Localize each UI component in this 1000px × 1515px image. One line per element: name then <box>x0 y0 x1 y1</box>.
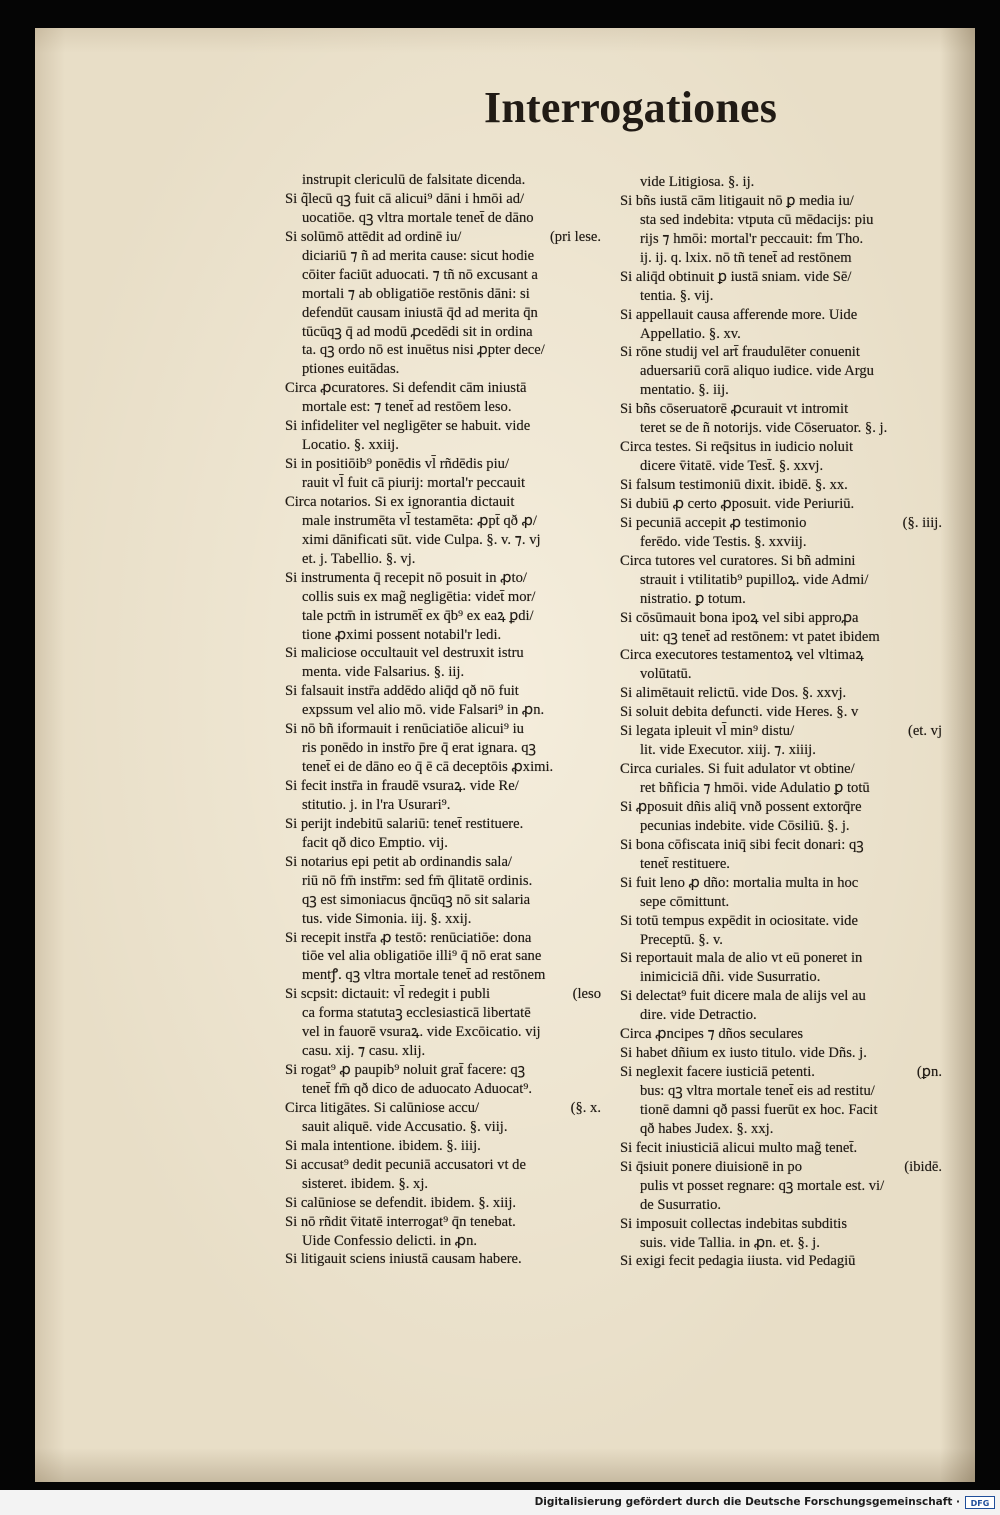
entry-continuation-line <box>620 249 948 268</box>
line-text: ij. ij. q. lxix. nō tñ tenet̄ ad restōnem <box>640 249 852 266</box>
line-text: tenet̄ ei de dāno eo q̄ ē cā deceptōis ꝓximi. <box>302 759 554 776</box>
entry-first-line <box>285 1137 607 1156</box>
entry-continuation-line <box>285 891 607 910</box>
entry-first-line <box>620 268 948 287</box>
entry-continuation-line <box>620 173 948 192</box>
entry-first-line <box>285 190 607 209</box>
entry-continuation-line <box>620 817 948 836</box>
line-text: aduersariū corā aliquo iudice. vide Argu <box>640 363 874 380</box>
line-text: Si solūmō attēdit ad ordinē iu/ <box>285 228 462 245</box>
entry-continuation-line <box>285 796 607 815</box>
digitization-footer <box>0 1490 1000 1515</box>
entry-continuation-line <box>285 550 607 569</box>
line-text: mentꝭ. qꝫ vltra mortale tenet̄ ad restōnem <box>302 967 546 984</box>
line-overflow-note: (pri lese. <box>549 228 601 245</box>
line-text: Circa curiales. Si fuit adulator vt obtine/ <box>620 761 855 778</box>
entry-continuation-line <box>285 247 607 266</box>
line-text: sisteret. ibidem. §. xj. <box>302 1175 429 1192</box>
line-text: Circa executores testamentoꝝ vel vltimaꝝ <box>620 647 864 664</box>
line-text: sauit aliquē. vide Accusatio. §. viij. <box>302 1118 508 1135</box>
entry-first-line <box>620 912 948 931</box>
line-text: Circa litigātes. Si calūniose accu/ <box>285 1099 480 1116</box>
entry-first-line <box>620 1252 948 1271</box>
line-text: tione ꝓximi possent notabil'r ledi. <box>302 626 502 643</box>
line-text: male instrumēta vl̄ testamēta: ꝓpt̄ qð ꝓ/ <box>302 512 537 529</box>
entry-continuation-line <box>285 663 607 682</box>
entry-first-line <box>620 836 948 855</box>
line-text: Si q̄siuit ponere diuisionē in po <box>620 1158 803 1175</box>
entry-continuation-line <box>620 590 948 609</box>
line-text: defendūt causam iniustā q̄d ad merita q̄n <box>302 304 538 321</box>
line-text: Appellatio. §. xv. <box>640 325 741 342</box>
line-text: lit. vide Executor. xiij. ⁊. xiiij. <box>640 742 816 759</box>
entry-first-line <box>620 1025 948 1044</box>
line-text: Si in positiōib⁹ ponēdis vl̄ rñdēdis piu/ <box>285 456 510 473</box>
line-text: Locatio. §. xxiij. <box>302 437 399 454</box>
line-text: Circa tutores vel curatores. Si bñ admini <box>620 552 856 569</box>
entry-continuation-line <box>620 1120 948 1139</box>
line-text: mentatio. §. iij. <box>640 382 729 399</box>
entry-first-line <box>285 455 607 474</box>
entry-continuation-line <box>285 531 607 550</box>
entry-first-line <box>285 417 607 436</box>
entry-continuation-line <box>285 266 607 285</box>
line-text: inimiciciā dñi. vide Susurratio. <box>640 969 821 986</box>
entry-first-line <box>285 1099 607 1118</box>
entry-first-line <box>285 493 607 512</box>
line-text: Si imposuit collectas indebitas subditis <box>620 1215 848 1232</box>
line-text: mortale est: ⁊ tenet̄ ad restōem leso. <box>302 399 512 416</box>
line-text: Si delectat⁹ fuit dicere mala de alijs vel au <box>620 988 866 1005</box>
line-text: Circa ꝓncipes ⁊ dños seculares <box>620 1026 804 1043</box>
line-text: tūcūqꝫ q̄ ad modū ꝓcedēdi sit in ordina <box>302 323 533 340</box>
line-text: Si appellauit causa afferende more. Uide <box>620 306 858 323</box>
entry-continuation-line <box>285 1175 607 1194</box>
entry-continuation-line <box>285 872 607 891</box>
entry-continuation-line <box>620 1082 948 1101</box>
line-text: Si bñs iustā cām litigauit nō ꝑ media iu/ <box>620 192 854 209</box>
line-text: Si soluit debita defuncti. vide Heres. §. v <box>620 704 859 721</box>
entry-first-line <box>620 703 948 722</box>
digitization-credit: Digitalisierung gefördert durch die Deutsche Forschungsgemeinschaft · <box>534 1496 960 1508</box>
line-text: tiōe vel alia obligatiōe illi⁹ q̄ nō erat sane <box>302 948 542 965</box>
line-text: sepe cōmittunt. <box>640 893 730 910</box>
entry-continuation-line <box>285 360 607 379</box>
line-text: strauit i vtilitatib⁹ pupilloꝝ. vide Admi/ <box>640 571 869 588</box>
entry-continuation-line <box>620 741 948 760</box>
line-text: Si habet dñium ex iusto titulo. vide Dñs. j. <box>620 1045 867 1062</box>
entry-first-line <box>620 722 948 741</box>
line-text: Preceptū. §. v. <box>640 931 723 948</box>
line-text: Si scpsit: dictauit: vl̄ redegit i publi <box>285 986 491 1003</box>
line-text: Si exigi fecit pedagia iiusta. vid Pedagiū <box>620 1253 856 1270</box>
entry-continuation-line <box>620 931 948 950</box>
entry-continuation-line <box>620 1196 948 1215</box>
line-text: uocatiōe. qꝫ vltra mortale tenet̄ de dāno <box>302 209 534 226</box>
line-text: Circa notarios. Si ex ignorantia dictauit <box>285 493 515 510</box>
line-text: Si accusat⁹ dedit pecuniā accusatori vt de <box>285 1156 526 1173</box>
entry-first-line <box>285 1213 607 1232</box>
entry-first-line <box>620 684 948 703</box>
line-text: dire. vide Detractio. <box>640 1007 757 1024</box>
entry-first-line <box>620 1139 948 1158</box>
running-title: Interrogationes <box>484 83 778 132</box>
line-text: Si nō rñdit v̄itatē interrogat⁹ q̄n tenebat. <box>285 1213 516 1230</box>
entry-first-line <box>620 306 948 325</box>
line-text: tentia. §. vij. <box>640 287 714 304</box>
line-text: et. j. Tabellio. §. vj. <box>302 550 416 567</box>
entry-continuation-line <box>285 304 607 323</box>
entry-first-line <box>285 985 607 1004</box>
line-text: Si dubiū ꝓ certo ꝓposuit. vide Periuriū. <box>620 495 855 512</box>
entry-first-line <box>285 228 607 247</box>
line-text: instrupit clericulū de falsitate dicenda. <box>302 172 526 188</box>
entry-first-line <box>285 853 607 872</box>
line-text: suis. vide Tallia. in ꝓn. et. §. j. <box>640 1234 820 1251</box>
entry-continuation-line <box>285 1118 607 1137</box>
line-text: ca forma statutaꝫ ecclesiasticā libertatē <box>302 1005 531 1022</box>
line-text: mortali ⁊ ab obligatiōe restōnis dāni: si <box>302 285 530 302</box>
entry-continuation-line <box>285 1004 607 1023</box>
line-text: de Susurratio. <box>640 1196 722 1213</box>
line-text: Si q̃lecū qꝫ fuit cā alicui⁹ dāni i hmōi ad/ <box>285 190 525 207</box>
entry-first-line <box>620 987 948 1006</box>
line-text: tionē damni qð passi fuerūt ex hoc. Facit <box>640 1101 878 1118</box>
entry-continuation-line <box>285 607 607 626</box>
line-text: expssum vel alio mō. vide Falsari⁹ in ꝓn. <box>302 702 545 719</box>
entry-first-line <box>620 438 948 457</box>
entry-first-line <box>285 720 607 739</box>
entry-continuation-line <box>285 1080 607 1099</box>
entry-continuation-line <box>285 588 607 607</box>
entry-continuation-line <box>620 665 948 684</box>
line-text: Circa ꝓcuratores. Si defendit cām iniustā <box>285 380 527 397</box>
entry-first-line <box>620 646 948 665</box>
entry-first-line <box>620 476 948 495</box>
line-text: Si perijt indebitū salariū: tenet̄ restituere. <box>285 815 524 832</box>
line-text: volūtatū. <box>640 666 692 683</box>
line-text: Si maliciose occultauit vel destruxit istru <box>285 645 524 662</box>
entry-first-line <box>285 1156 607 1175</box>
entry-first-line <box>285 379 607 398</box>
line-text: Si mala intentione. ibidem. §. iiij. <box>285 1137 481 1154</box>
line-text: bus: qꝫ vltra mortale tenet̄ eis ad restitu/ <box>640 1083 875 1099</box>
line-text: casu. xij. ⁊ casu. xlij. <box>302 1043 426 1060</box>
entry-first-line <box>620 874 948 893</box>
line-text: collis suis ex mag̃ negligētia: videt̄ mor/ <box>302 588 536 605</box>
line-text: tenet̄ restituere. <box>640 855 730 872</box>
entry-continuation-line <box>620 419 948 438</box>
entry-continuation-line <box>285 512 607 531</box>
line-text: Si alimētauit relictū. vide Dos. §. xxvj. <box>620 685 847 702</box>
entry-continuation-line <box>285 436 607 455</box>
line-text: Si nō bñ iformauit i renūciatiōe alicui⁹ iu <box>285 721 524 738</box>
line-text: Si bñs cōseruatorē ꝓcurauit vt intromit <box>620 401 849 418</box>
line-text: Si ꝓposuit dñis aliq̄ vnð possent extorq̄re <box>620 798 862 815</box>
line-text: teret se de ñ notorijs. vide Cōseruator. §. j. <box>640 420 888 437</box>
dfg-logo-icon: DFG <box>965 1496 995 1509</box>
line-overflow-note: (leso <box>572 986 601 1003</box>
line-text: rijs ⁊ hmōi: mortal'r peccauit: fm Tho. <box>640 230 864 247</box>
line-text: ptiones euitādas. <box>302 361 400 378</box>
line-text: Si fuit leno ꝓ dño: mortalia multa in hoc <box>620 874 859 891</box>
line-text: facit qð dico Emptio. vij. <box>302 834 448 851</box>
entry-continuation-line <box>620 362 948 381</box>
entry-first-line <box>620 400 948 419</box>
line-text: Circa testes. Si req̄situs in iudicio noluit <box>620 439 854 456</box>
entry-continuation-line <box>620 1234 948 1253</box>
entry-first-line <box>620 798 948 817</box>
line-text: Si infideliter vel negligēter se habuit. vide <box>285 418 531 435</box>
entry-continuation-line <box>285 1232 607 1251</box>
line-text: ximi dānificati sūt. vide Culpa. §. v. ⁊. vj <box>302 531 541 548</box>
entry-first-line <box>620 495 948 514</box>
right-text-column <box>620 173 948 1271</box>
entry-continuation-line <box>285 834 607 853</box>
entry-continuation-line <box>620 628 948 647</box>
line-text: vide Litigiosa. §. ij. <box>640 174 755 190</box>
entry-first-line <box>285 644 607 663</box>
entry-continuation-line <box>620 1006 948 1025</box>
line-text: Si calūniose se defendit. ibidem. §. xiij. <box>285 1194 517 1211</box>
line-text: ferēdo. vide Testis. §. xxviij. <box>640 533 807 550</box>
line-text: Si pecuniā accepit ꝓ testimonio <box>620 514 807 531</box>
entry-first-line <box>285 1250 607 1269</box>
entry-continuation-line <box>285 171 607 190</box>
entry-continuation-line <box>620 968 948 987</box>
line-overflow-note: (et. vj <box>907 723 942 740</box>
line-text: Si neglexit facere iusticiā petenti. <box>620 1064 815 1081</box>
line-text: uit: qꝫ tenet̄ ad restōnem: vt patet ibidem <box>640 628 880 645</box>
line-text: menta. vide Falsarius. §. iij. <box>302 664 465 681</box>
entry-first-line <box>285 569 607 588</box>
line-overflow-note: (ibidē. <box>904 1158 942 1175</box>
entry-continuation-line <box>285 966 607 985</box>
entry-continuation-line <box>285 209 607 228</box>
entry-continuation-line <box>620 1101 948 1120</box>
line-text: Si recepit instr̄a ꝓ testō: renūciatiōe: dona <box>285 929 532 946</box>
line-text: Si fecit iniusticiā alicui multo mag̃ tenet̄. <box>620 1139 858 1156</box>
line-text: Si falsum testimoniū dixit. ibidē. §. xx. <box>620 477 848 493</box>
entry-continuation-line <box>285 285 607 304</box>
line-text: nistratio. ꝑ totum. <box>640 590 746 607</box>
entry-continuation-line <box>620 533 948 552</box>
line-text: dicere v̄itatē. vide Test̄. §. xxvj. <box>640 458 824 475</box>
line-text: Uide Confessio delicti. in ꝓn. <box>302 1232 478 1249</box>
line-text: Si cōsūmauit bona ipoꝝ vel sibi approꝓa <box>620 609 859 626</box>
entry-continuation-line <box>620 779 948 798</box>
entry-first-line <box>620 609 948 628</box>
entry-continuation-line <box>285 626 607 645</box>
entry-first-line <box>285 815 607 834</box>
entry-continuation-line <box>620 211 948 230</box>
entry-first-line <box>285 682 607 701</box>
entry-continuation-line <box>620 571 948 590</box>
line-overflow-note: (ꝑn. <box>916 1064 942 1081</box>
entry-first-line <box>620 514 948 533</box>
entry-continuation-line <box>620 893 948 912</box>
line-text: tenet̄ fm̄ qð dico de aduocato Aduocat⁹. <box>302 1081 533 1097</box>
entry-first-line <box>620 552 948 571</box>
entry-first-line <box>620 949 948 968</box>
entry-first-line <box>285 777 607 796</box>
entry-continuation-line <box>285 1042 607 1061</box>
line-text: sta sed indebita: vtputa cū mēdacijs: piu <box>640 211 874 228</box>
entry-continuation-line <box>620 457 948 476</box>
entry-continuation-line <box>285 474 607 493</box>
line-text: Si rōne studij vel art̄ fraudulēter conuenit <box>620 344 860 361</box>
entry-first-line <box>620 1044 948 1063</box>
entry-first-line <box>620 1063 948 1082</box>
entry-first-line <box>620 192 948 211</box>
line-text: Si legata ipleuit vl̄ min⁹ distu/ <box>620 723 795 740</box>
entry-continuation-line <box>620 230 948 249</box>
entry-continuation-line <box>620 1177 948 1196</box>
entry-first-line <box>620 760 948 779</box>
line-text: cōiter faciūt aduocati. ⁊ tñ nō excusant a <box>302 266 538 283</box>
left-text-column <box>285 171 607 1269</box>
entry-continuation-line <box>285 910 607 929</box>
entry-continuation-line <box>285 739 607 758</box>
line-text: Si notarius epi petit ab ordinandis sala/ <box>285 853 512 870</box>
line-text: Si instrumenta q̄ recepit nō posuit in ꝓto/ <box>285 569 527 586</box>
line-text: pecunias indebite. vide Cōsiliū. §. j. <box>640 817 850 834</box>
entry-continuation-line <box>620 381 948 400</box>
line-text: stitutio. j. in l'ra Usurari⁹. <box>302 796 451 813</box>
line-text: ta. qꝫ ordo nō est inuētus nisi ꝓpter dece/ <box>302 342 545 359</box>
line-text: Si totū tempus expēdit in ociositate. vide <box>620 912 858 929</box>
entry-first-line <box>620 1215 948 1234</box>
line-text: rauit vl̄ fuit cā piurij: mortal'r peccauit <box>302 475 526 491</box>
entry-continuation-line <box>620 855 948 874</box>
entry-continuation-line <box>285 398 607 417</box>
line-overflow-note: (§. x. <box>570 1099 601 1116</box>
line-text: Si rogat⁹ ꝓ paupib⁹ noluit grat̄ facere: qꝫ <box>285 1062 526 1079</box>
entry-first-line <box>285 929 607 948</box>
line-text: tale pctm̄ in istrumēt̄ ex q̄b⁹ ex eaꝝ ꝑdi/ <box>302 607 534 624</box>
line-text: diciariū ⁊ ñ ad merita cause: sicut hodie <box>302 247 535 264</box>
line-text: Si reportauit mala de alio vt eū poneret in <box>620 950 863 967</box>
entry-continuation-line <box>285 1023 607 1042</box>
line-text: tus. vide Simonia. iij. §. xxij. <box>302 910 472 927</box>
entry-first-line <box>285 1061 607 1080</box>
line-text: qꝫ est simoniacus q̄ncūqꝫ nō sit salaria <box>302 891 531 908</box>
line-text: Si aliq̄d obtinuit ꝑ iustā sniam. vide Sē/ <box>620 268 852 285</box>
entry-continuation-line <box>285 701 607 720</box>
entry-continuation-line <box>285 341 607 360</box>
line-text: Si bona cōfiscata iniq̄ sibi fecit donari: qꝫ <box>620 836 864 853</box>
line-text: riū nō fm̄ instr̄m: sed fm̄ q̄litatē ordinis. <box>302 872 533 889</box>
line-text: Si litigauit sciens iniustā causam habere. <box>285 1251 522 1268</box>
line-text: ris ponēdo in instr̄o p̄re q̄ erat ignara. qꝫ <box>302 740 537 757</box>
line-text: vel in fauorē vsuraꝝ. vide Excōicatio. vij <box>302 1024 541 1041</box>
entry-first-line <box>620 343 948 362</box>
entry-continuation-line <box>285 758 607 777</box>
entry-first-line <box>285 1194 607 1213</box>
line-text: Si fecit instr̄a in fraudē vsuraꝝ. vide Re/ <box>285 778 519 794</box>
entry-continuation-line <box>285 947 607 966</box>
line-text: pulis vt posset regnare: qꝫ mortale est. vi/ <box>640 1177 885 1194</box>
entry-continuation-line <box>285 323 607 342</box>
line-overflow-note: (§. iiij. <box>902 514 942 531</box>
entry-continuation-line <box>620 325 948 344</box>
entry-continuation-line <box>620 287 948 306</box>
line-text: qð habes Judex. §. xxj. <box>640 1120 774 1137</box>
entry-first-line <box>620 1158 948 1177</box>
line-text: ret bñficia ⁊ hmōi. vide Adulatio ꝑ totū <box>640 780 870 796</box>
line-text: Si falsauit instr̄a addēdo aliq̄d qð nō fuit <box>285 683 519 700</box>
